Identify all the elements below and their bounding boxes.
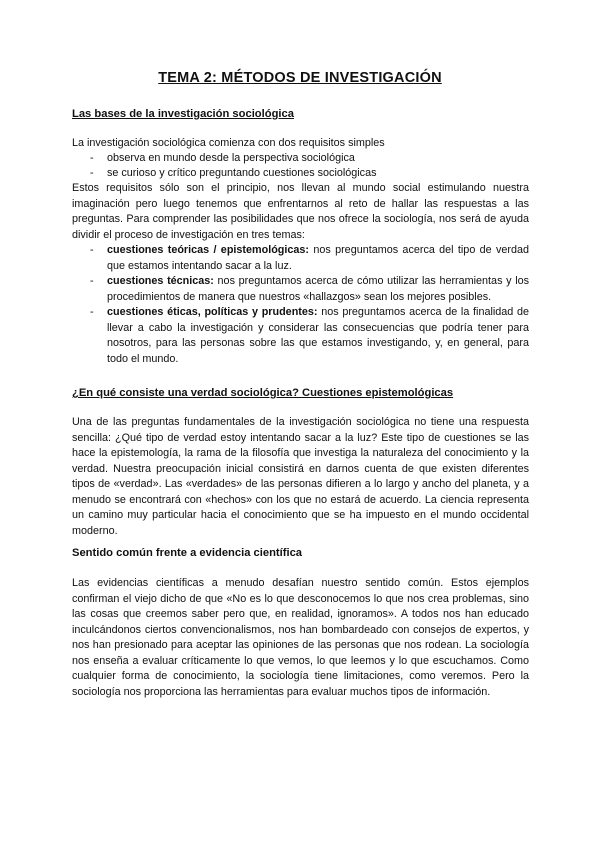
document-title: TEMA 2: MÉTODOS DE INVESTIGACIÓN xyxy=(158,70,442,86)
topic-text: nos preguntamos acerca de cómo utilizar las herramientas y los procedimientos de manera que nuestros «hallazgos» sean los mejores posibles. xyxy=(107,275,529,303)
topic-term: cuestiones éticas, políticas y prudentes: xyxy=(107,306,318,318)
topic-item-ethical xyxy=(107,305,529,367)
list-dash: - xyxy=(90,167,94,179)
topic-item-technical xyxy=(107,274,529,305)
topic-term: cuestiones técnicas: xyxy=(107,275,214,287)
section-heading-epistemology: ¿En qué consiste una verdad sociológica? Cuestiones epistemológicas xyxy=(72,387,454,399)
section3-paragraph: Las evidencias científicas a menudo desafían nuestro sentido común. Estos ejemplos confirman el viejo dicho de que «No es lo que desconocemos lo que nos crea problemas, sino las cosas que creemos saber pero que, en realidad, ignoramos». A todos nos han educado inculcándonos ciertos convencionalismos, nos han bombardeado con consejos de expertos, y nos han presionado para aceptar las opiniones de las personas que nos rodean. La sociología nos enseña a evaluar críticamente lo que vemos, lo que leemos y lo que escuchamos. Como cualquier forma de conocimiento, la sociología tiene limitaciones, como veremos. Pero la sociología nos proporciona las herramientas para evaluar muchos tipos de información. xyxy=(72,577,529,698)
list-item: se curioso y crítico preguntando cuestiones sociológicas xyxy=(107,167,377,179)
section2-paragraph: Una de las preguntas fundamentales de la investigación sociológica no tiene una respuesta sencilla: ¿Qué tipo de verdad estoy intentando sacar a la luz? Este tipo de cuestiones se las hace la epistemología, la rama de la filosofía que investiga la naturaleza del conocimiento y la verdad. Nuestra preocupación inicial consistirá en darnos cuenta de que existen diferentes tipos de «verdad». Las «verdades» de las personas difieren a lo largo y ancho del planeta, y a menudo se encontrará con «hechos» con los que no estará de acuerdo. La ciencia representa un camino muy particular hacia el conocimiento que se ha impuesto en el mundo occidental moderno. xyxy=(72,416,529,537)
topic-item-theoretical xyxy=(107,243,529,274)
topic-text: nos preguntamos acerca de la finalidad de llevar a cabo la investigación y considerar las consecuencias que podría tener para nosotros, para las personas sobre las que estamos investigando, y, en general, para todo el mundo. xyxy=(107,306,529,365)
topic-text: nos preguntamos acerca del tipo de verdad que estamos intentando sacar a la luz. xyxy=(107,244,530,272)
list-dash: - xyxy=(90,306,94,318)
list-dash: - xyxy=(90,275,94,287)
list-dash: - xyxy=(90,152,94,164)
list-dash: - xyxy=(90,244,94,256)
section1-intro: La investigación sociológica comienza con dos requisitos simples xyxy=(72,137,385,149)
section-heading-bases: Las bases de la investigación sociológica xyxy=(72,108,294,120)
list-item: observa en mundo desde la perspectiva sociológica xyxy=(107,152,355,164)
section-heading-common-sense: Sentido común frente a evidencia científica xyxy=(72,547,303,559)
section1-paragraph: Estos requisitos sólo son el principio, nos llevan al mundo social estimulando nuestra imaginación pero luego tenemos que enfrentarnos al reto de hallar las respuestas a las preguntas. Para comprender las posibilidades que nos ofrece la sociología, nos será de ayuda dividir el proceso de investigación en tres temas: xyxy=(72,182,529,241)
topic-term: cuestiones teóricas / epistemológicas: xyxy=(107,244,310,256)
